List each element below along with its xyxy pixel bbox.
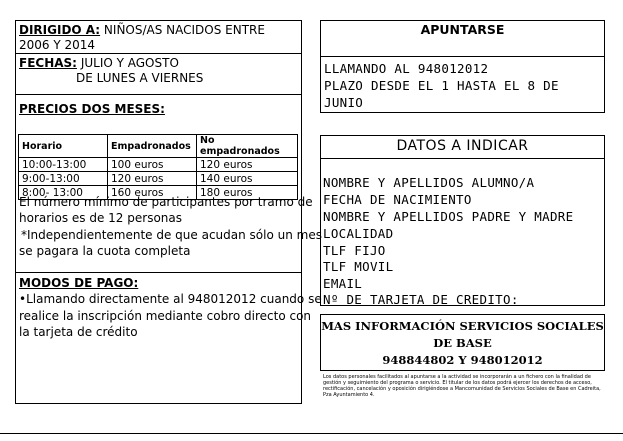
info-line2: DE BASE — [433, 336, 492, 350]
dirigido-line1 — [19, 23, 265, 37]
precios-label: PRECIOS DOS MESES: — [19, 102, 165, 116]
datos-item: EMAIL — [323, 276, 363, 291]
apuntarse-line3: JUNIO — [324, 95, 364, 110]
bottom-rule — [0, 433, 623, 434]
table-cell: 120 euros — [197, 158, 298, 172]
minimum-note-line1: El número mínimo de participantes por tramo de — [19, 195, 313, 209]
table-cell: 160 euros — [108, 186, 197, 200]
datos-item: NOMBRE Y APELLIDOS ALUMNO/A — [323, 175, 535, 190]
pago-label: MODOS DE PAGO: — [19, 276, 139, 290]
table-cell: 180 euros — [197, 186, 298, 200]
table-cell: 8:00- 13:00 — [19, 186, 108, 200]
table-cell: 9:00-13:00 — [19, 172, 108, 186]
datos-item: TLF FIJO — [323, 243, 386, 258]
table-header-row — [19, 135, 298, 158]
dirigido-label: DIRIGIDO A: — [19, 23, 101, 37]
info-line3: 948844802 Y 948012012 — [382, 353, 543, 367]
fechas-text: JULIO Y AGOSTO — [80, 56, 179, 70]
dirigido-line2: 2006 Y 2014 — [19, 38, 96, 52]
pago-line1: •Llamando directamente al 948012012 cuando se — [19, 292, 322, 306]
apuntarse-title: APUNTARSE — [420, 22, 505, 37]
table-row — [19, 158, 298, 172]
table-cell: 120 euros — [108, 172, 197, 186]
pago-line2: realice la inscripción mediante cobro directo con — [19, 309, 312, 323]
dirigido-text: NIÑOS/AS NACIDOS ENTRE — [103, 23, 265, 37]
fechas-line2: DE LUNES A VIERNES — [76, 71, 204, 85]
legal-notice: Los datos personales facilitados al apuntarse a la actividad se incorporarán a un fichero con la finalidad de gestión y seguimiento del programa o servicio. El titular de los datos podrá ejercer los derechos de acceso, rectificación, cancelación y oposición dirigiéndose a Mancomunidad de Servicios Sociales de Base en Cadreita, Pza Ayuntamiento 4. — [323, 374, 601, 398]
apuntarse-line1: LLAMANDO AL 948012012 — [324, 61, 489, 76]
column-header: Horario — [19, 135, 108, 158]
divider — [15, 53, 302, 54]
apuntarse-line2: PLAZO DESDE EL 1 HASTA EL 8 DE — [324, 78, 559, 93]
divider — [15, 272, 302, 273]
table-cell: 100 euros — [108, 158, 197, 172]
info-line1: MAS INFORMACIÓN SERVICIOS SOCIALES — [321, 319, 604, 333]
column-header: Empadronados — [108, 135, 197, 158]
datos-title: DATOS A INDICAR — [396, 138, 529, 154]
datos-item: Nº DE TARJETA DE CREDITO: — [323, 292, 519, 307]
price-table — [18, 134, 298, 200]
divider — [15, 94, 302, 95]
fechas-label: FECHAS: — [19, 56, 77, 70]
pago-line3: la tarjeta de crédito — [19, 325, 138, 339]
fee-note-line2: se pagara la cuota completa — [19, 244, 191, 258]
table-cell: 10:00-13:00 — [19, 158, 108, 172]
datos-item: LOCALIDAD — [323, 226, 394, 241]
fechas-line1 — [19, 56, 179, 70]
table-cell: 140 euros — [197, 172, 298, 186]
minimum-note-line2: horarios es de 12 personas — [19, 211, 182, 225]
datos-item: TLF MOVIL — [323, 259, 394, 274]
datos-item: FECHA DE NACIMIENTO — [323, 192, 472, 207]
table-row — [19, 172, 298, 186]
datos-item: NOMBRE Y APELLIDOS PADRE Y MADRE — [323, 209, 574, 224]
column-header: No empadronados — [197, 135, 298, 158]
fee-note-line1: *Independientemente de que acudan sólo un mes — [21, 228, 322, 242]
